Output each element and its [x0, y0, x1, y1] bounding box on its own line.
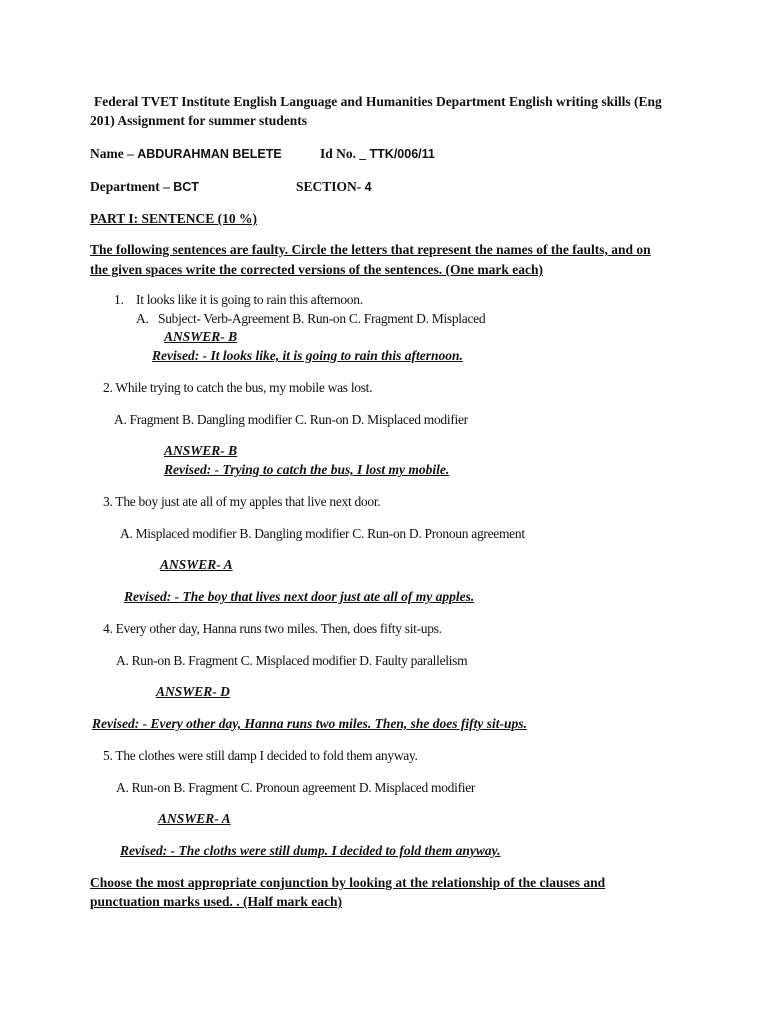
question-5-revised: Revised: - The cloths were still dump. I decided to fold them anyway. [120, 843, 501, 858]
question-1-text: It looks like it is going to rain this afternoon. [136, 292, 363, 307]
question-4-number: 4. [103, 621, 113, 636]
question-4-line [103, 620, 442, 638]
question-3-revised: Revised: - The boy that lives next door just ate all of my apples. [124, 589, 475, 604]
question-1-number: 1. [114, 292, 124, 307]
question-2-number: 2. [103, 380, 113, 395]
header-line-2: 201) Assignment for summer students [90, 113, 308, 128]
id-value: TTK/006/11 [369, 147, 435, 161]
name-value: ABDURAHMAN BELETE [137, 147, 282, 161]
question-5-number: 5. [103, 748, 113, 763]
question-3-text: The boy just ate all of my apples that live next door. [115, 494, 381, 509]
section-line [296, 178, 372, 196]
section-label: SECTION- [296, 179, 365, 194]
name-line [90, 145, 282, 163]
department-line [90, 178, 199, 196]
question-5-text: The clothes were still damp I decided to fold them anyway. [115, 748, 418, 763]
id-line [320, 145, 435, 163]
department-label: Department – [90, 179, 174, 194]
question-1-options-letter: A. [136, 311, 149, 326]
question-5-answer: ANSWER- A [158, 811, 231, 826]
part1-instruction-line-1: The following sentences are faulty. Circle the letters that represent the names of the faults, and on [90, 242, 651, 257]
question-2-revised: Revised: - Trying to catch the bus, I lost my mobile. [164, 462, 450, 477]
question-3-line [103, 493, 380, 511]
question-4-text: Every other day, Hanna runs two miles. Then, does fifty sit-ups. [115, 621, 442, 636]
question-1-options: Subject- Verb-Agreement B. Run-on C. Fragment D. Misplaced [158, 311, 486, 326]
header-line-1: Federal TVET Institute English Language and Humanities Department English writing skills (Eng [94, 94, 662, 109]
section-value: 4 [364, 180, 372, 194]
part1-title: PART I: SENTENCE (10 %) [90, 211, 258, 226]
department-value: BCT [173, 180, 199, 194]
question-3-number: 3. [103, 494, 113, 509]
question-3-answer: ANSWER- A [160, 557, 233, 572]
part2-instruction-line-1: Choose the most appropriate conjunction by looking at the relationship of the clauses and [90, 875, 606, 890]
part1-instruction-line-2: the given spaces write the corrected versions of the sentences. (One mark each) [90, 262, 544, 277]
id-label: Id No. _ [320, 146, 370, 161]
part2-instruction-line-2: punctuation marks used. . (Half mark each) [90, 894, 343, 909]
question-1-answer: ANSWER- B [164, 329, 238, 344]
question-2-text: While trying to catch the bus, my mobile was lost. [115, 380, 373, 395]
question-4-options: A. Run-on B. Fragment C. Misplaced modifier D. Faulty parallelism [116, 653, 468, 668]
question-3-options: A. Misplaced modifier B. Dangling modifier C. Run-on D. Pronoun agreement [120, 526, 525, 541]
question-5-options: A. Run-on B. Fragment C. Pronoun agreement D. Misplaced modifier [116, 780, 476, 795]
question-2-answer: ANSWER- B [164, 443, 238, 458]
question-4-revised: Revised: - Every other day, Hanna runs two miles. Then, she does fifty sit-ups. [92, 716, 527, 731]
question-5-line [103, 747, 418, 765]
name-label: Name – [90, 146, 138, 161]
question-2-line [103, 379, 372, 397]
question-2-options: A. Fragment B. Dangling modifier C. Run-on D. Misplaced modifier [114, 412, 468, 427]
question-4-answer: ANSWER- D [156, 684, 230, 699]
question-1-revised: Revised: - It looks like, it is going to rain this afternoon. [152, 348, 463, 363]
